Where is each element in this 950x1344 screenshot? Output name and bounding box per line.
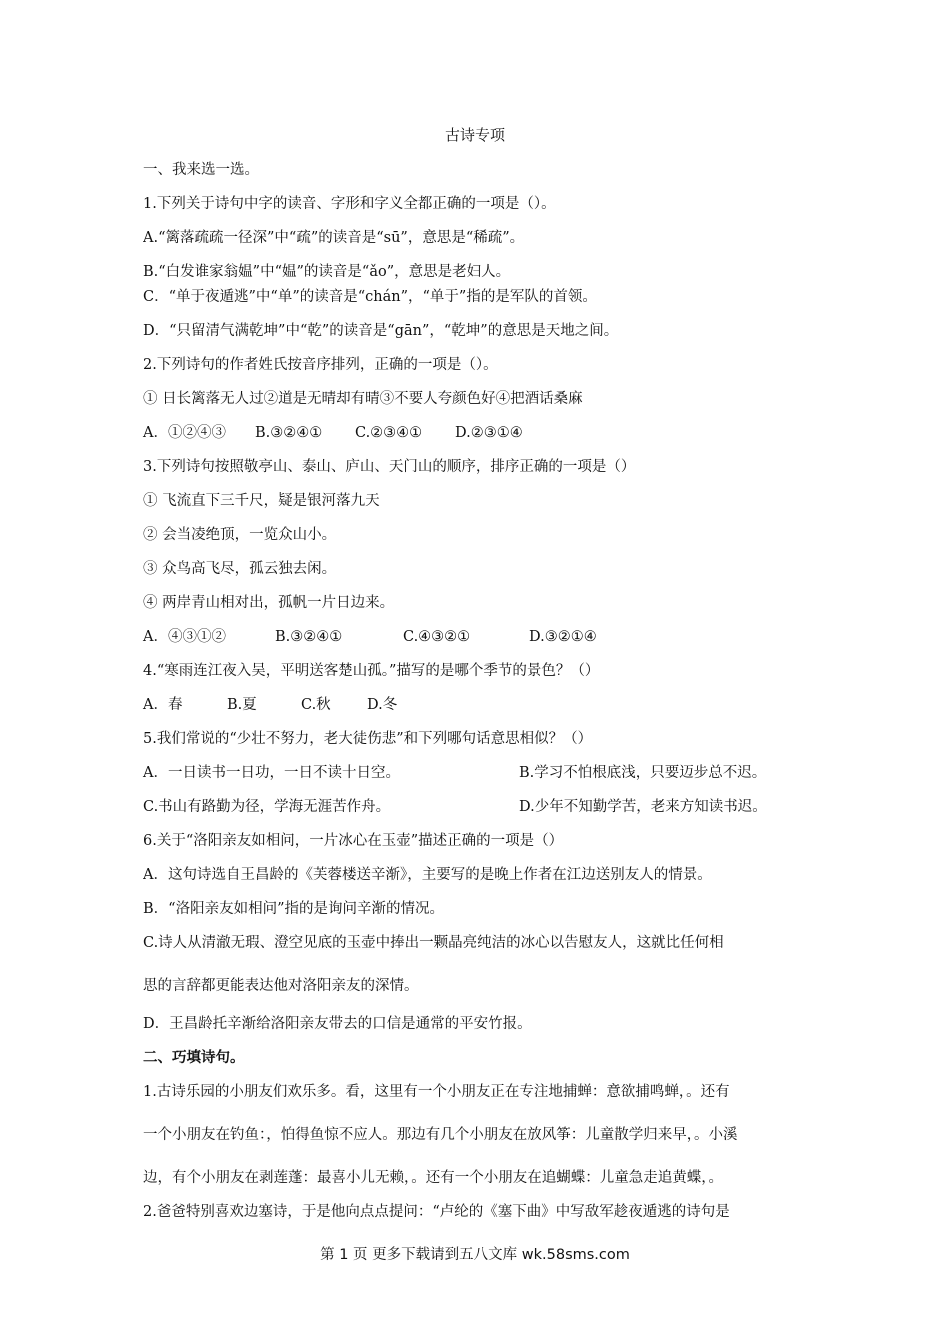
q5-stem: 5.我们常说的“少壮不努力，老大徒伤悲”和下列哪句话意思相似？（）: [143, 731, 593, 747]
q4-stem: 4.“寒雨连江夜入吴，平明送客楚山孤。”描写的是哪个季节的景色？（）: [143, 663, 600, 679]
q4-option-c: C.秋: [301, 697, 331, 713]
q3-item-2: ② 会当凌绝顶，一览众山小。: [143, 527, 337, 543]
q4-option-a: A．春: [143, 697, 183, 713]
q5-option-b: B.学习不怕根底浅，只要迈步总不迟。: [519, 765, 767, 781]
q3-option-c: C.④③②①: [403, 629, 471, 645]
q4-option-b: B.夏: [227, 697, 257, 713]
q5-options-row-2: [143, 796, 811, 818]
page-title: 古诗专项: [444, 126, 505, 144]
q6-option-d: D．王昌龄托辛渐给洛阳亲友带去的口信是通常的平安竹报。: [143, 1016, 532, 1032]
q2-option-a: A．①②④③: [143, 425, 226, 441]
q3-item-3: ③ 众鸟高飞尽，孤云独去闲。: [143, 561, 337, 577]
q1-option-b: B.“白发谁家翁媪”中“媪”的读音是“ǎo”，意思是老妇人。: [143, 264, 511, 280]
q6-option-b: B．“洛阳亲友如相问”指的是询问辛渐的情况。: [143, 901, 444, 917]
q3-stem: 3.下列诗句按照敬亭山、泰山、庐山、天门山的顺序，排序正确的一项是（）: [143, 459, 636, 475]
q5-option-d: D.少年不知勤学苦，老来方知读书迟。: [519, 799, 767, 815]
q3-option-d: D.③②①④: [529, 629, 597, 645]
q3-options: [143, 626, 811, 648]
q4-option-d: D.冬: [367, 697, 398, 713]
q2-option-b: B.③②④①: [255, 425, 323, 441]
q6-option-a: A．这句诗选自王昌龄的《芙蓉楼送辛渐》，主要写的是晚上作者在江边送别友人的情景。: [143, 867, 712, 883]
q1-stem: 1.下列关于诗句中字的读音、字形和字义全都正确的一项是（）。: [143, 196, 556, 212]
q2-options: [143, 422, 811, 444]
s2-q2-stem: 2.爸爸特别喜欢边塞诗，于是他向点点提问：“卢纶的《塞下曲》中写敌军趁夜遁逃的诗句是: [143, 1204, 730, 1220]
s2-q1-line-3: 边，有个小朋友在剥莲蓬：最喜小儿无赖，。还有一个小朋友在追蝴蝶：儿童急走追黄蝶，。: [143, 1170, 723, 1186]
q3-option-a: A．④③①②: [143, 629, 226, 645]
q3-option-b: B.③②④①: [275, 629, 343, 645]
q5-option-c: C.书山有路勤为径，学海无涯苦作舟。: [143, 799, 391, 815]
q1-option-c: C．“单于夜遁逃”中“单”的读音是“chán”，“单于”指的是军队的首领。: [143, 289, 597, 305]
q2-option-c: C.②③④①: [355, 425, 423, 441]
q3-item-4: ④ 两岸青山相对出，孤帆一片日边来。: [143, 595, 395, 611]
q6-option-c-line-1: C.诗人从清澈无瑕、澄空见底的玉壶中捧出一颗晶亮纯洁的冰心以告慰友人，这就比任何相: [143, 935, 724, 951]
q1-option-a: A.“篱落疏疏一径深”中“疏”的读音是“sū”，意思是“稀疏”。: [143, 230, 525, 246]
q5-option-a: A．一日读书一日功，一日不读十日空。: [143, 765, 400, 781]
document-body: [143, 157, 811, 1223]
s2-q1-line-2: 一个小朋友在钓鱼：，怕得鱼惊不应人。那边有几个小朋友在放风筝：儿童散学归来早，。小溪: [143, 1127, 738, 1143]
s2-q1-line-1: 1.古诗乐园的小朋友们欢乐多。看，这里有一个小朋友正在专注地捕蝉：意欲捕鸣蝉，。还有: [143, 1084, 730, 1100]
q4-options: [143, 694, 811, 716]
page-footer: 第 1 页 更多下载请到五八文库 wk.58sms.com: [320, 1247, 630, 1263]
q2-option-d: D.②③①④: [455, 425, 523, 441]
q6-stem: 6.关于“洛阳亲友如相问，一片冰心在玉壶”描述正确的一项是（）: [143, 833, 564, 849]
q3-item-1: ① 飞流直下三千尺，疑是银河落九天: [143, 493, 380, 509]
q1-option-d: D．“只留清气满乾坤”中“乾”的读音是“gān”，“乾坤”的意思是天地之间。: [143, 323, 619, 339]
q5-options-row-1: [143, 762, 811, 784]
q2-stem: 2.下列诗句的作者姓氏按音序排列，正确的一项是（）。: [143, 357, 498, 373]
q2-items: ① 日长篱落无人过②道是无晴却有晴③不要人夸颜色好④把酒话桑麻: [143, 391, 583, 407]
section-2-heading: 二、巧填诗句。: [143, 1049, 245, 1066]
section-1-heading: 一、我来选一选。: [143, 162, 259, 178]
q6-option-c-line-2: 思的言辞都更能表达他对洛阳亲友的深情。: [143, 978, 419, 994]
